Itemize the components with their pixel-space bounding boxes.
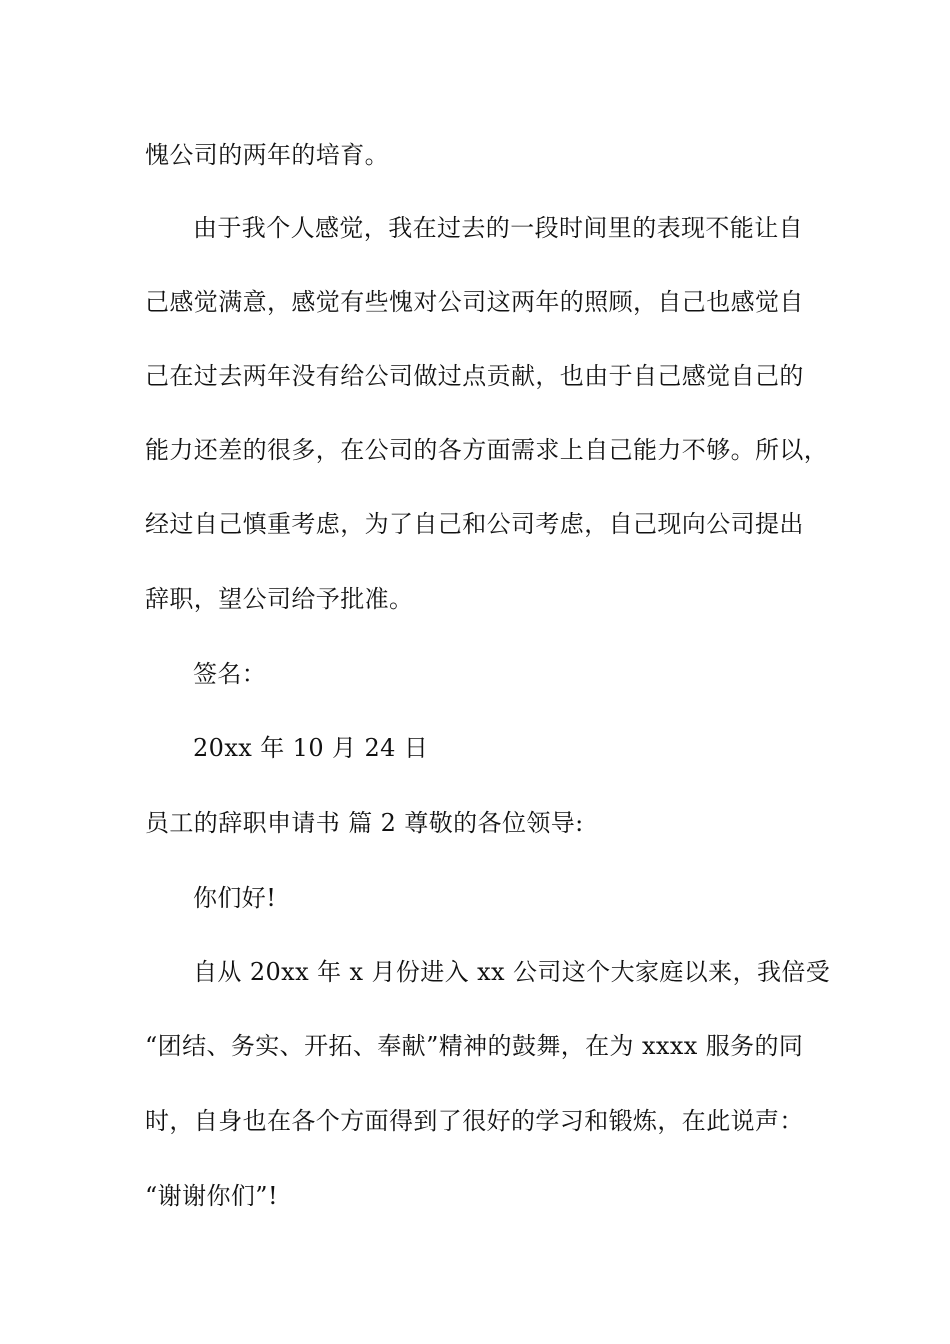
paragraph-line: “谢谢你们”! <box>145 1182 278 1210</box>
paragraph-line: 能力还差的很多，在公司的各方面需求上自己能力不够。所以， <box>145 436 829 464</box>
paragraph-line: 自从 20xx 年 x 月份进入 xx 公司这个大家庭以来，我倍受 <box>193 958 831 986</box>
paragraph-line: 辞职，望公司给予批准。 <box>145 585 414 613</box>
paragraph-line: 由于我个人感觉，我在过去的一段时间里的表现不能让自 <box>193 214 803 242</box>
signature-label: 签名： <box>193 660 267 688</box>
section-heading: 员工的辞职申请书 篇 2 尊敬的各位领导: <box>145 809 584 837</box>
paragraph-line: 经过自己慎重考虑，为了自己和公司考虑，自己现向公司提出 <box>145 510 804 538</box>
paragraph-line: 愧公司的两年的培育。 <box>145 141 389 169</box>
paragraph-line: 己在过去两年没有给公司做过点贡献，也由于自己感觉自己的 <box>145 362 804 390</box>
paragraph-line: 时，自身也在各个方面得到了很好的学习和锻炼，在此说声： <box>145 1107 804 1135</box>
paragraph-line: 己感觉满意，感觉有些愧对公司这两年的照顾，自己也感觉自 <box>145 288 804 316</box>
paragraph-line: “团结、务实、开拓、奉献”精神的鼓舞，在为 xxxx 服务的同 <box>145 1032 804 1060</box>
greeting-line: 你们好! <box>193 884 277 912</box>
date-line: 20xx 年 10 月 24 日 <box>193 734 429 762</box>
